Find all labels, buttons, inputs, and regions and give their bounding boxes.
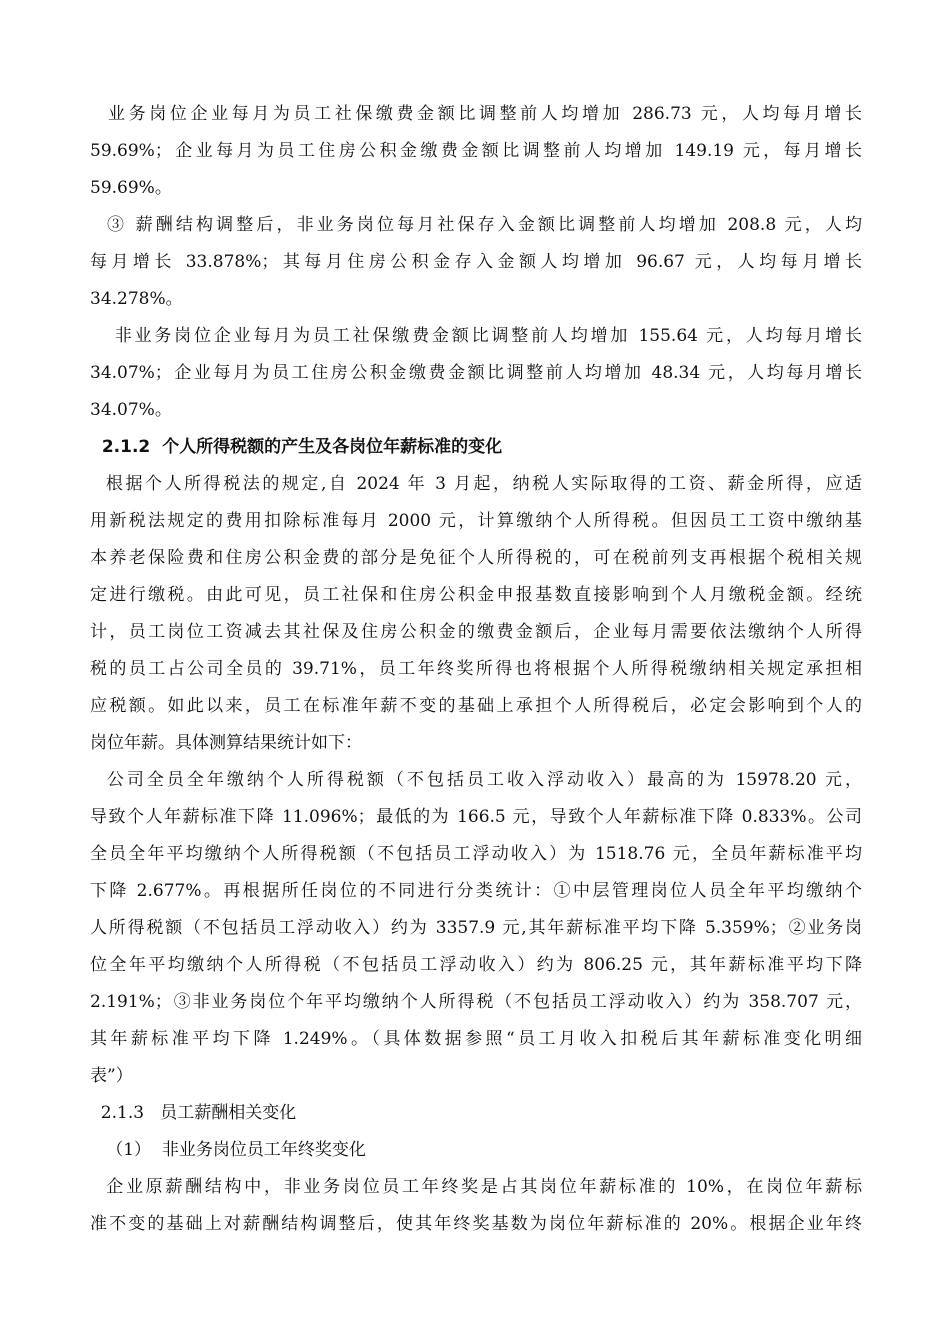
paragraph-nonbusiness-deposit [90, 207, 862, 318]
text-line: 业务岗位企业每月为员工社保缴费金额比调整前人均增加 286.73 元，人均每月增长 [90, 104, 862, 124]
text-line: 税的员工占公司全员的 39.71%，员工年终奖所得也将根据个人所得税缴纳相关规定承担相 [90, 659, 862, 679]
text-line: 34.07%；企业每月为员工住房公积金缴费金额比调整前人均增加 48.34 元，人均每月增长 [90, 363, 862, 383]
text-line: 下降 2.677%。再根据所任岗位的不同进行分类统计：①中层管理岗位人员全年平均缴纳个 [90, 881, 862, 901]
section-heading-text: 2.1.3 员工薪酬相关变化 [90, 1103, 297, 1123]
text-line: 34.07%。 [90, 400, 172, 420]
text-line: 位全年平均缴纳个人所得税（不包括员工浮动收入）约为 806.25 元，其年薪标准平均下降 [90, 955, 862, 975]
text-line: 公司全员全年缴纳个人所得税额（不包括员工收入浮动收入）最高的为 15978.20 元， [90, 770, 862, 790]
text-line: 应税额。如此以来，员工在标准年薪不变的基础上承担个人所得税后，必定会影响到个人的 [90, 696, 862, 716]
text-line: 导致个人年薪标准下降 11.096%；最低的为 166.5 元，导致个人年薪标准下降 0.833%。公司 [90, 807, 862, 827]
text-line: 企业原薪酬结构中，非业务岗位员工年终奖是占其岗位年薪标准的 10%，在岗位年薪标 [90, 1177, 862, 1197]
text-line: 用新税法规定的费用扣除标准每月 2000 元，计算缴纳个人所得税。但因员工工资中缴纳基 [90, 511, 862, 531]
text-line: 每月增长 33.878%；其每月住房公积金存入金额人均增加 96.67 元，人均每月增长 [90, 252, 862, 272]
paragraph-year-end-bonus [90, 1169, 862, 1243]
paragraph-tax-law [90, 466, 862, 762]
text-line: 表”） [90, 1066, 133, 1086]
text-line: 34.278%。 [90, 289, 183, 309]
text-line: 定进行缴税。由此可见，员工社保和住房公积金申报基数直接影响到个人月缴税金额。经统 [90, 585, 862, 605]
text-line: 根据个人所得税法的规定,自 2024 年 3 月起，纳税人实际取得的工资、薪金所得，应适 [90, 474, 862, 494]
text-line: 准不变的基础上对薪酬结构调整后，使其年终奖基数为岗位年薪标准的 20%。根据企业年终 [90, 1214, 862, 1234]
text-line: 2.191%；③非业务岗位个年平均缴纳个人所得税（不包括员工浮动收入）约为 358.707 元， [90, 992, 862, 1012]
text-line: ③ 薪酬结构调整后，非业务岗位每月社保存入金额比调整前人均增加 208.8 元，人均 [90, 215, 862, 235]
text-line: 计，员工岗位工资减去其社保及住房公积金的缴费金额后，企业每月需要依法缴纳个人所得 [90, 622, 862, 642]
paragraph-tax-results [90, 762, 862, 1095]
text-line: 全员全年平均缴纳个人所得税额（不包括员工浮动收入）为 1518.76 元，全员年薪标准平均 [90, 844, 862, 864]
subsection-heading-text: （1） 非业务岗位员工年终奖变化 [90, 1140, 366, 1160]
text-line: 其年薪标准平均下降 1.249%。（具体数据参照“员工月收入扣税后其年薪标准变化明细 [90, 1029, 862, 1049]
paragraph-business-contribution [90, 96, 862, 207]
text-line: 岗位年薪。具体测算结果统计如下： [90, 733, 362, 753]
text-line: 59.69%；企业每月为员工住房公积金缴费金额比调整前人均增加 149.19 元，每月增长 [90, 141, 862, 161]
section-heading-text: 2.1.2 个人所得税额的产生及各岗位年薪标准的变化 [90, 437, 503, 457]
paragraph-nonbusiness-contribution [90, 318, 862, 429]
text-line: 本养老保险费和住房公积金费的部分是免征个人所得税的，可在税前列支再根据个税相关规 [90, 548, 862, 568]
text-line: 非业务岗位企业每月为员工社保缴费金额比调整前人均增加 155.64 元，人均每月增长 [90, 326, 862, 346]
section-heading-2-1-3 [90, 1095, 862, 1132]
section-heading-2-1-2 [90, 429, 862, 466]
subsection-heading-1 [90, 1132, 862, 1169]
text-line: 59.69%。 [90, 178, 172, 198]
text-line: 人所得税额（不包括员工浮动收入）约为 3357.9 元,其年薪标准平均下降 5.359%；②业务岗 [90, 918, 862, 938]
